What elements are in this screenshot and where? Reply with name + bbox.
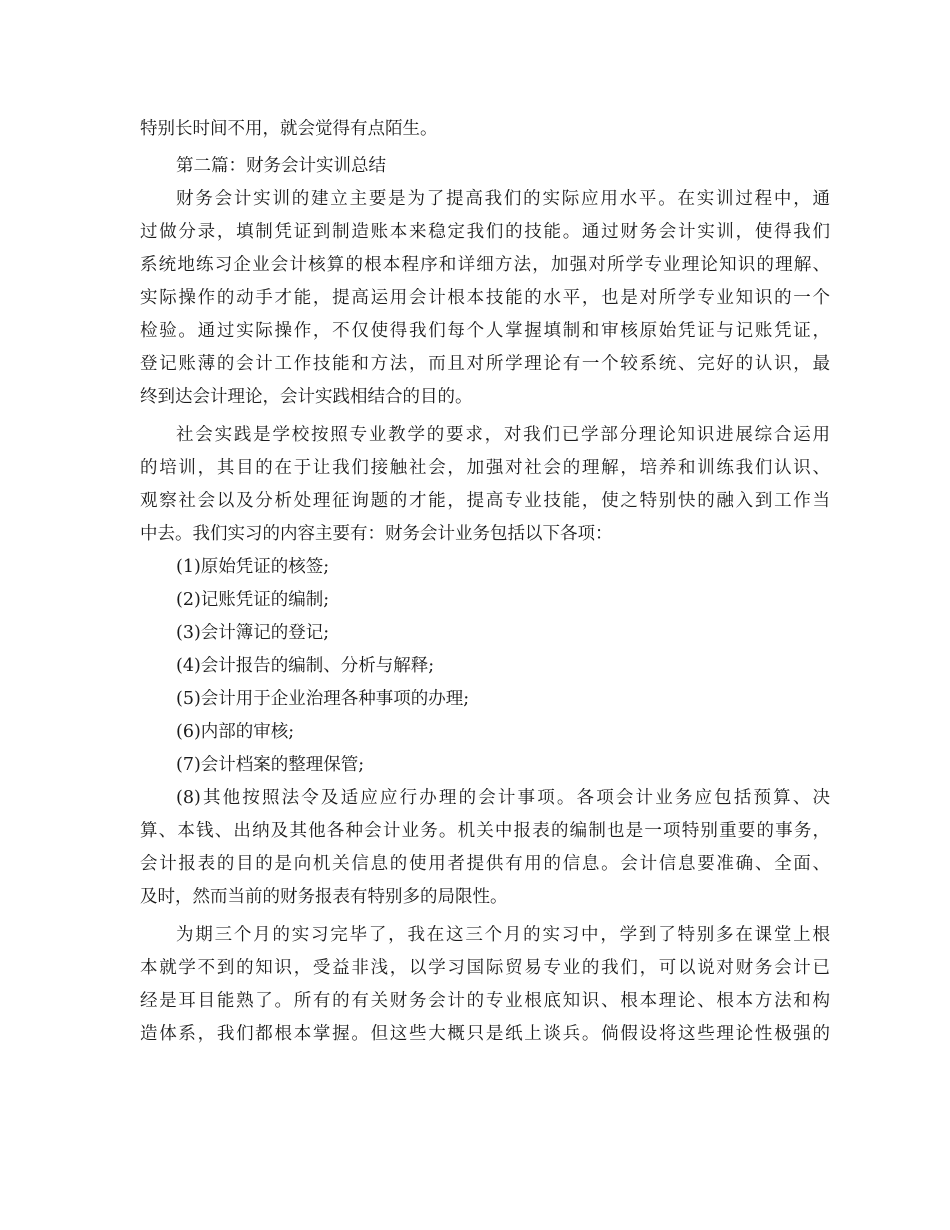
- text-line: 经是耳目能熟了。所有的有关财务会计的专业根底知识、根本理论、根本方法和构: [140, 991, 830, 1011]
- list-item: (4)会计报告的编制、分析与解释;: [176, 656, 435, 676]
- list-item: (6)内部的审核;: [176, 722, 295, 742]
- text-line: 中去。我们实习的内容主要有：财务会计业务包括以下各项：: [140, 524, 613, 544]
- text-line: 特别长时间不用，就会觉得有点陌生。: [140, 119, 438, 139]
- text-line: 过做分录，填制凭证到制造账本来稳定我们的技能。通过财务会计实训，使得我们: [140, 222, 830, 242]
- text-line: 社会实践是学校按照专业教学的要求，对我们已学部分理论知识进展综合运用: [176, 425, 830, 445]
- text-line: 及时，然而当前的财务报表有特别多的局限性。: [140, 887, 508, 907]
- text-line: 造体系，我们都根本掌握。但这些大概只是纸上谈兵。倘假设将这些理论性极强的: [140, 1024, 830, 1044]
- list-item: (2)记账凭证的编制;: [176, 590, 330, 610]
- text-line: 登记账薄的会计工作技能和方法，而且对所学理论有一个较系统、完好的认识，最: [140, 354, 830, 374]
- text-line: 本就学不到的知识，受益非浅，以学习国际贸易专业的我们，可以说对财务会计已: [140, 958, 830, 978]
- text-line: 实际操作的动手才能，提高运用会计根本技能的水平，也是对所学专业知识的一个: [140, 288, 830, 308]
- text-line: 算、本钱、出纳及其他各种会计业务。机关中报表的编制也是一项特别重要的事务，: [140, 821, 830, 841]
- text-line: 终到达会计理论，会计实践相结合的目的。: [140, 387, 473, 407]
- text-line: 财务会计实训的建立主要是为了提高我们的实际应用水平。在实训过程中，通: [176, 189, 830, 209]
- list-item: (1)原始凭证的核签;: [176, 557, 330, 577]
- text-line: 会计报表的目的是向机关信息的使用者提供有用的信息。会计信息要准确、全面、: [140, 854, 830, 874]
- list-item: (5)会计用于企业治理各种事项的办理;: [176, 689, 470, 709]
- text-line: 的培训，其目的在于让我们接触社会，加强对社会的理解，培养和训练我们认识、: [140, 458, 830, 478]
- list-item: (3)会计簿记的登记;: [176, 623, 330, 643]
- text-line: 系统地练习企业会计核算的根本程序和详细方法，加强对所学专业理论知识的理解、: [140, 255, 830, 275]
- text-line: 为期三个月的实习完毕了，我在这三个月的实习中，学到了特别多在课堂上根: [176, 925, 830, 945]
- section-heading: 第二篇：财务会计实训总结: [176, 156, 386, 176]
- list-item: (8)其他按照法令及适应应行办理的会计事项。各项会计业务应包括预算、决: [176, 788, 830, 808]
- list-item: (7)会计档案的整理保管;: [176, 755, 365, 775]
- text-line: 检验。通过实际操作，不仅使得我们每个人掌握填制和审核原始凭证与记账凭证，: [140, 321, 830, 341]
- text-line: 观察社会以及分析处理征询题的才能，提高专业技能，使之特别快的融入到工作当: [140, 491, 830, 511]
